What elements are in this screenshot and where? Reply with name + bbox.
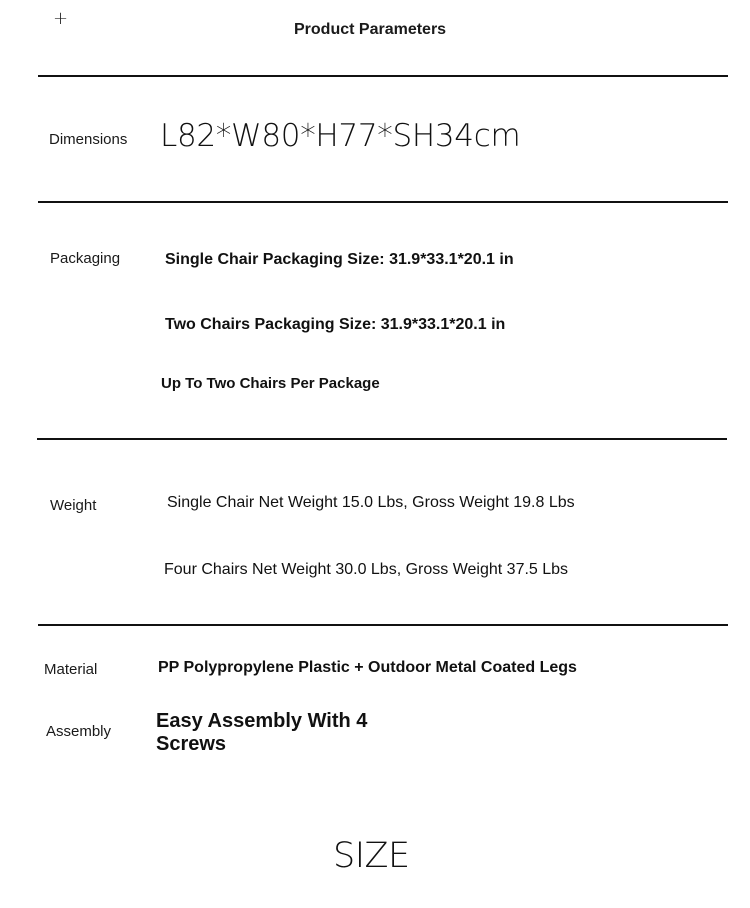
weight-single-chair: Single Chair Net Weight 15.0 Lbs, Gross Weight 19.8 Lbs [167,494,575,511]
size-heading: SIZE [333,836,410,876]
packaging-single-chair: Single Chair Packaging Size: 31.9*33.1*20.1 in [165,251,514,268]
material-value: PP Polypropylene Plastic + Outdoor Metal Coated Legs [158,659,577,676]
packaging-note: Up To Two Chairs Per Package [161,375,380,392]
weight-four-chairs: Four Chairs Net Weight 30.0 Lbs, Gross Weight 37.5 Lbs [164,561,569,578]
material-label: Material [44,661,98,678]
divider-top [38,75,728,77]
dimensions-value: L82*W80*H77*SH34cm [160,118,521,154]
page-title: Product Parameters [294,21,447,38]
divider-dimensions [38,201,728,203]
dimensions-label: Dimensions [49,131,128,148]
assembly-label: Assembly [46,723,112,740]
plus-icon: + [53,8,69,29]
packaging-label: Packaging [50,250,121,267]
divider-packaging [37,438,727,440]
divider-weight [38,624,728,626]
packaging-two-chairs: Two Chairs Packaging Size: 31.9*33.1*20.1 in [165,316,506,333]
assembly-value: Easy Assembly With 4 Screws [156,710,368,755]
weight-label: Weight [50,497,97,514]
